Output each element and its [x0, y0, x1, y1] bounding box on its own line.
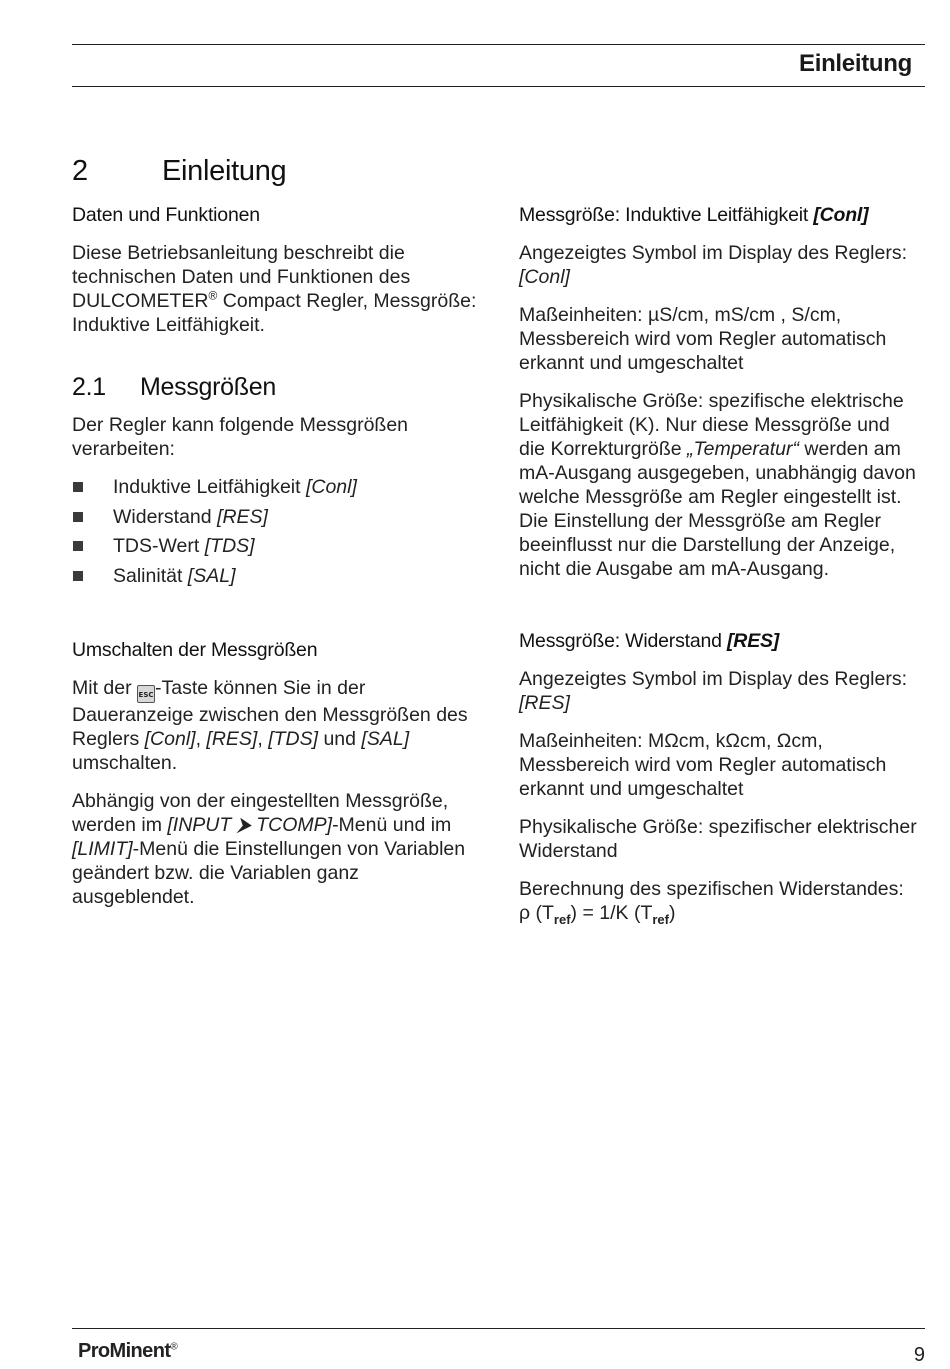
text: )	[668, 902, 676, 924]
chapter-number: 2	[72, 155, 88, 187]
heading-resistance	[519, 629, 919, 653]
esc-key-icon: ESC	[137, 685, 155, 703]
list-item	[72, 564, 482, 588]
heading-text: Messgröße: Widerstand	[519, 630, 728, 652]
list-item-label: TDS-Wert	[113, 535, 205, 557]
prominent-logo	[78, 1340, 177, 1363]
text: Berechnung des spezifischen Widerstandes: ρ (T	[519, 878, 904, 924]
logo-reg: ®	[170, 1341, 178, 1353]
logo-text: ProMinent	[78, 1340, 171, 1362]
text: -Menü und im	[332, 813, 452, 836]
list-item-label: Salinität	[113, 564, 188, 587]
section-heading-daten: Daten und Funktionen	[72, 204, 260, 226]
resistance-units: Maßeinheiten: MΩcm, kΩcm, Ωcm, Messbereich wird vom Regler automatisch erkannt und umgeschaltet	[519, 730, 887, 800]
text: ,	[257, 727, 269, 750]
list-item-label: Induktive Leitfähigkeit	[113, 476, 306, 498]
text: Angezeigtes Symbol im Display des Reglers:	[519, 668, 908, 690]
chapter-title: Einleitung	[162, 155, 287, 187]
conductivity-symbol	[519, 241, 919, 289]
text: und	[318, 727, 362, 750]
right-column	[519, 203, 919, 939]
footer-rule	[72, 1328, 925, 1329]
code: [RES]	[519, 692, 570, 714]
section-title: Messgrößen	[140, 373, 276, 401]
switch-paragraph	[72, 676, 482, 775]
text: ,	[195, 727, 207, 750]
list-item	[72, 505, 482, 529]
text: Physikalische Größe: spezifische elektrische Leitfähigkeit (Κ). Nur diese Messgröße und die Korrekturgröße	[519, 390, 904, 460]
registered-mark: ®	[208, 288, 218, 303]
header-bottom-rule	[72, 86, 925, 87]
intro-text-a: Diese Betriebsanleitung beschreibt die technischen Daten und Funktionen des DULCOMETER	[72, 242, 411, 312]
text: Angezeigtes Symbol im Display des Reglers:	[519, 242, 908, 264]
list-item-code: [Conl]	[305, 476, 357, 498]
text: umschalten.	[72, 751, 178, 774]
heading-code: [Conl]	[813, 204, 869, 226]
resistance-formula	[519, 877, 919, 925]
section-intro: Der Regler kann folgende Messgrößen verarbeiten:	[72, 414, 409, 460]
conductivity-units: Maßeinheiten: µS/cm, mS/cm , S/cm, Messbereich wird vom Regler automatisch erkannt und umgeschaltet	[519, 304, 887, 374]
list-item-code: [RES]	[217, 505, 268, 528]
section-heading-umschalten: Umschalten der Messgrößen	[72, 638, 318, 661]
subscript: ref	[652, 911, 669, 927]
text: ) = 1/Κ (T	[570, 902, 653, 924]
subscript: ref	[553, 911, 571, 927]
code-sal: [SAL]	[361, 727, 410, 750]
text: -Taste können Sie in der Daueranzeige zwischen den Messgrößen des Reglers	[72, 676, 468, 750]
dependency-paragraph	[72, 789, 482, 909]
heading-conductivity	[519, 203, 919, 227]
list-item	[72, 475, 482, 499]
text: Abhängig von der eingestellten Messgröße, werden im	[72, 789, 449, 836]
code-conl: [Conl]	[144, 727, 196, 750]
heading-text: Messgröße: Induktive Leitfähigkeit	[519, 204, 814, 226]
list-item-code: [SAL]	[187, 564, 236, 587]
page-number: 9	[913, 1344, 925, 1366]
code-limit: [LIMIT]	[72, 837, 133, 860]
intro-paragraph	[72, 241, 482, 337]
header-title: Einleitung	[799, 50, 912, 77]
text: -Menü die Einstellungen von Variablen geändert bzw. die Variablen ganz ausgeblendet.	[72, 837, 466, 908]
left-column	[72, 203, 482, 923]
code: [Conl]	[519, 266, 570, 288]
code-tds: [TDS]	[268, 727, 319, 750]
intro-text-b: Compact Regler, Messgröße: Induktive Leitfähigkeit.	[72, 290, 477, 336]
list-item-code: [TDS]	[204, 535, 255, 557]
resistance-physics: Physikalische Größe: spezifischer elektrischer Widerstand	[519, 816, 917, 862]
section-number: 2.1	[72, 373, 106, 401]
code-res: [RES]	[206, 727, 258, 750]
text: Mit der	[72, 676, 138, 699]
header-top-rule	[72, 44, 925, 45]
resistance-symbol	[519, 667, 919, 715]
list-item	[72, 534, 482, 558]
code: „Temperatur“	[687, 438, 799, 460]
chapter-heading	[72, 155, 286, 188]
text: werden am mA-Ausgang ausgegeben, unabhängig davon welche Messgröße am Regler eingestellt ist. Die Einstellung der Messgröße am Regler beeinflusst nur die Darstellung der Anzeige, nicht die Ausgabe am mA-Ausgang.	[519, 438, 916, 580]
conductivity-physics	[519, 389, 919, 581]
list-item-label: Widerstand	[113, 505, 218, 528]
section-heading-messgroessen	[72, 375, 482, 399]
code-input-tcomp: [INPUT ⮞ TCOMP]	[167, 813, 333, 836]
measurement-list	[72, 475, 482, 588]
heading-code: [RES]	[727, 630, 780, 652]
